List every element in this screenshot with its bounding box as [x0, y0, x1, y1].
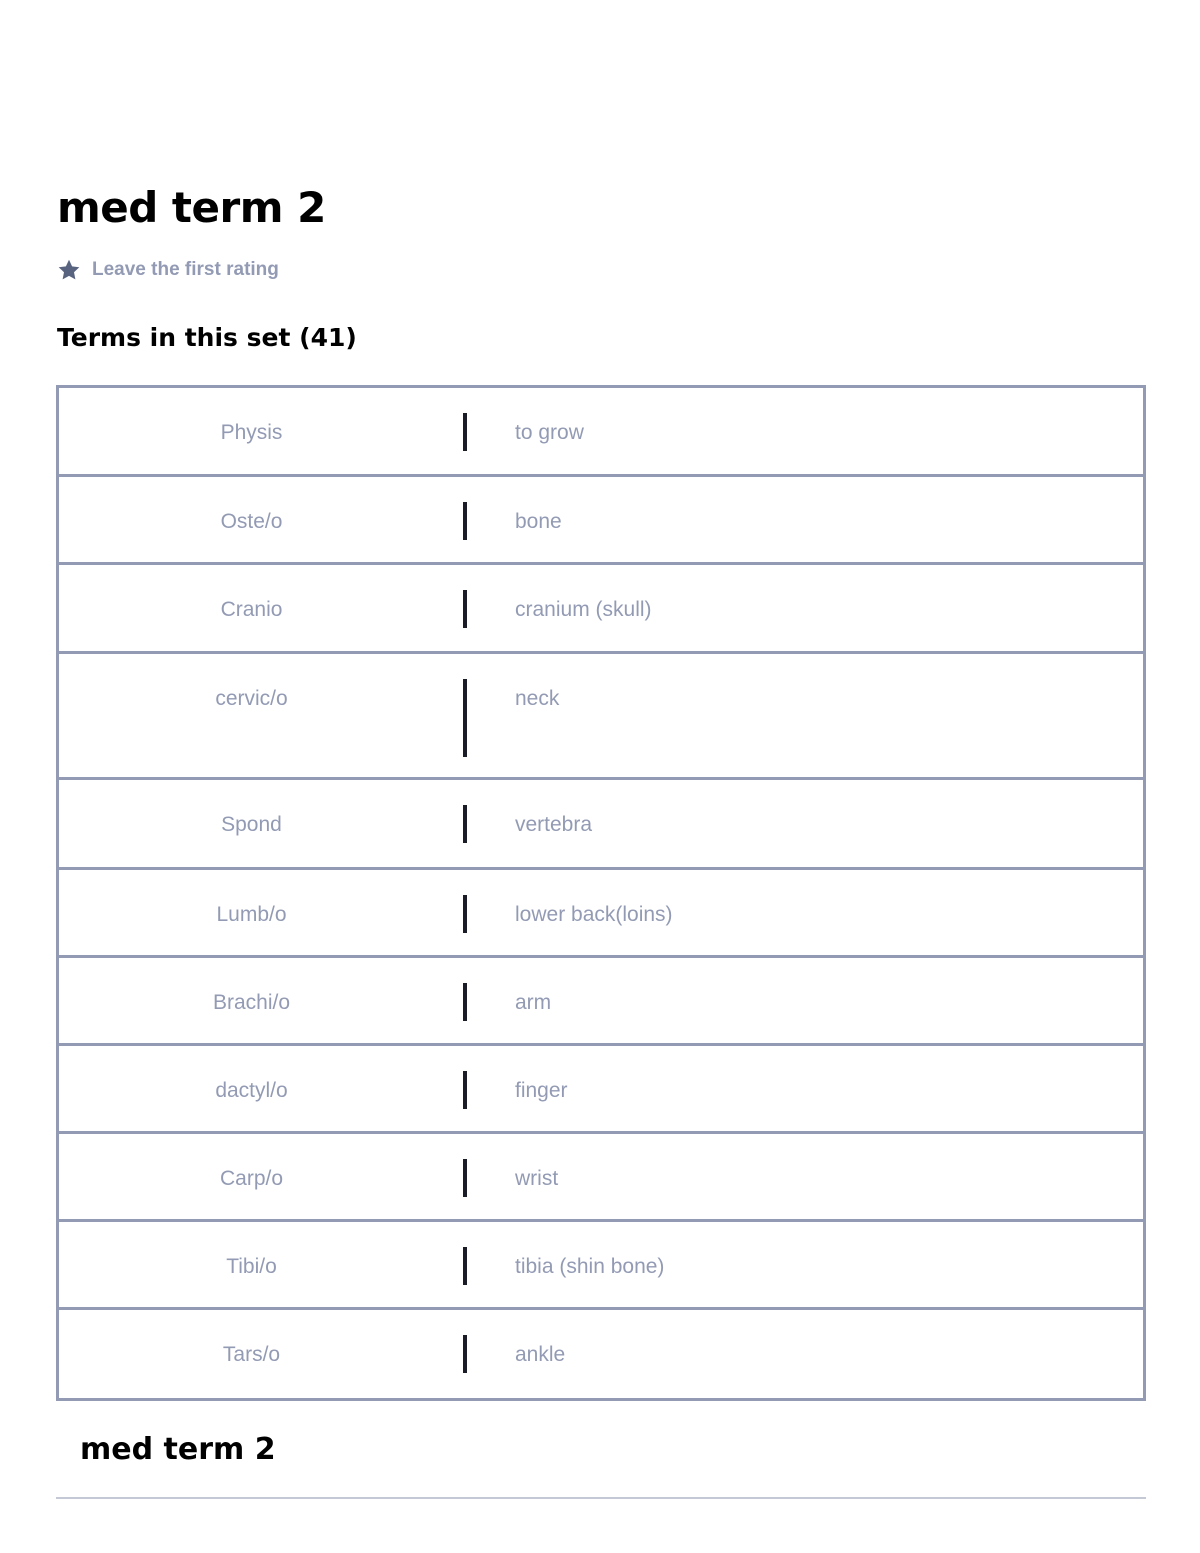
term-row: [59, 1307, 1143, 1401]
terms-count: ( 41 ): [290, 323, 356, 352]
term-divider: [463, 413, 467, 451]
term-row: [59, 651, 1143, 777]
term-word: cervic/o: [215, 687, 288, 710]
term-divider: [463, 1071, 467, 1109]
term-divider: [463, 1159, 467, 1197]
term-row: [59, 474, 1143, 562]
footer-title: med term 2: [80, 1432, 276, 1467]
term-divider: [463, 590, 467, 628]
term-divider: [463, 679, 467, 757]
star-icon: [57, 258, 81, 282]
term-divider: [463, 983, 467, 1021]
term-definition: to grow: [515, 421, 584, 444]
term-word: Brachi/o: [212, 991, 291, 1014]
term-divider: [463, 805, 467, 843]
term-word: Tibi/o: [226, 1255, 277, 1278]
term-word: Physis: [220, 421, 283, 444]
term-row: [59, 385, 1143, 474]
terms-table: [56, 385, 1146, 1401]
rating-link[interactable]: [57, 256, 279, 284]
term-definition: arm: [515, 991, 552, 1014]
term-definition: cranium (skull): [515, 598, 652, 621]
term-word: dactyl/o: [215, 1079, 288, 1102]
term-word: Spond: [221, 813, 282, 836]
term-divider: [463, 895, 467, 933]
term-divider: [463, 1247, 467, 1285]
term-row: [59, 1219, 1143, 1307]
rating-text: Leave the first rating: [92, 259, 279, 280]
term-definition: lower back(loins): [515, 903, 673, 926]
term-row: [59, 562, 1143, 651]
term-definition: tibia (shin bone): [515, 1255, 665, 1278]
term-definition: neck: [515, 687, 560, 710]
term-definition: vertebra: [515, 813, 593, 836]
term-definition: bone: [515, 510, 562, 533]
term-divider: [463, 1335, 467, 1373]
term-definition: wrist: [515, 1167, 559, 1190]
term-row: [59, 1043, 1143, 1131]
term-word: Oste/o: [220, 510, 283, 533]
term-word: Cranio: [220, 598, 283, 621]
set-title: med term 2: [57, 183, 326, 232]
term-word: Tars/o: [222, 1343, 281, 1366]
terms-heading: [57, 320, 357, 356]
footer-rule: [56, 1497, 1146, 1499]
term-row: [59, 867, 1143, 955]
term-divider: [463, 502, 467, 540]
term-definition: ankle: [515, 1343, 566, 1366]
term-word: Carp/o: [219, 1167, 284, 1190]
term-definition: finger: [515, 1079, 568, 1102]
term-word: Lumb/o: [216, 903, 287, 926]
term-row: [59, 955, 1143, 1043]
term-row: [59, 777, 1143, 867]
terms-heading-label: Terms in this set: [57, 323, 291, 352]
term-row: [59, 1131, 1143, 1219]
